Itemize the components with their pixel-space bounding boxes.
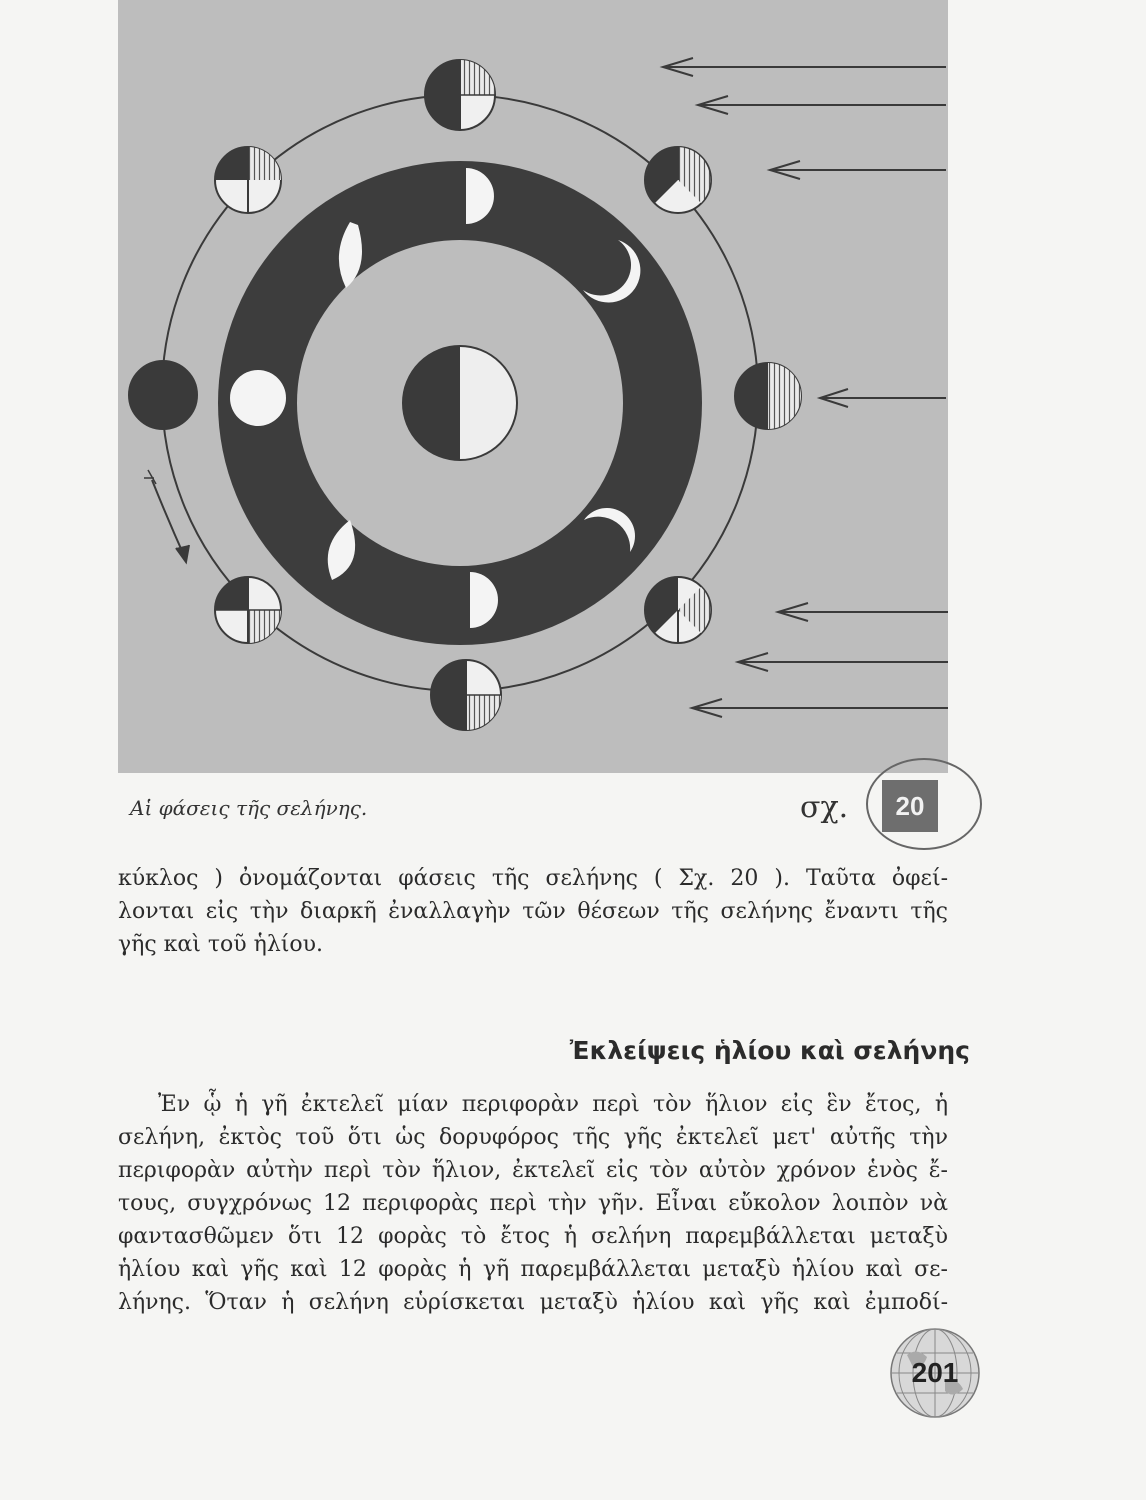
moon-upper-right <box>645 147 711 213</box>
orbit-direction-arrow <box>144 470 189 562</box>
figure-number: 20 <box>882 780 938 832</box>
page-number: 201 <box>911 1357 959 1388</box>
moon-lower-left <box>215 577 281 643</box>
moon-top <box>425 60 495 130</box>
paragraph-eclipses <box>118 1088 948 1319</box>
text-line: λονται εἰς τὴν διαρκῆ ἐναλλαγὴν τῶν θέσεων τῆς σελήνης ἔναντι τῆς <box>118 899 948 924</box>
earth <box>403 346 517 460</box>
text-line: Ἐν ᾧ ἡ γῆ ἐκτελεῖ μίαν περιφορὰν περὶ τὸν ἥλιον εἰς ἓν ἔτος, ἡ <box>158 1092 948 1117</box>
text-line: λήνης. Ὅταν ἡ σελήνη εὑρίσκεται μεταξὺ ἡλίου καὶ γῆς καὶ ἐμποδί- <box>118 1290 948 1315</box>
text-line: σελήνη, ἐκτὸς τοῦ ὅτι ὡς δορυφόρος τῆς γῆς ἐκτελεῖ μετ' αὐτῆς τὴν <box>118 1125 948 1150</box>
moon-upper-left <box>215 147 281 213</box>
moon-phases-diagram <box>118 0 948 773</box>
text-line: ἡλίου καὶ γῆς καὶ 12 φορὰς ἡ γῆ παρεμβάλλεται μεταξὺ ἡλίου καὶ σε- <box>118 1257 948 1282</box>
figure-label: σχ. <box>800 790 849 825</box>
page-number-badge <box>887 1325 983 1421</box>
moon-bottom <box>431 660 501 730</box>
phase-full-left <box>230 370 286 426</box>
text-line: γῆς καὶ τοῦ ἡλίου. <box>118 932 324 957</box>
paragraph-top <box>118 862 948 961</box>
text-line: κύκλος ) ὀνομάζονται φάσεις τῆς σελήνης ( Σχ. 20 ). Ταῦτα ὀφεί- <box>118 866 948 891</box>
text-line: φαντασθῶμεν ὅτι 12 φορὰς τὸ ἔτος ἡ σελήνη παρεμβάλλεται μεταξὺ <box>118 1224 948 1249</box>
moon-lower-right <box>645 577 711 643</box>
moon-right <box>735 363 801 429</box>
text-line: τους, συγχρόνως 12 περιφορὰς περὶ τὴν γῆν. Εἶναι εὔκολον λοιπὸν νὰ <box>118 1191 948 1216</box>
text-line: περιφορὰν αὐτὴν περὶ τὸν ἥλιον, ἐκτελεῖ εἰς τὸν αὐτὸν χρόνον ἑνὸς ἔ- <box>118 1158 948 1183</box>
moon-phases-figure <box>118 0 948 773</box>
figure-caption: Αἱ φάσεις τῆς σελήνης. <box>130 796 368 820</box>
moon-left <box>129 361 197 429</box>
section-heading: Ἐκλείψεις ἡλίου καὶ σελήνης <box>569 1036 970 1065</box>
